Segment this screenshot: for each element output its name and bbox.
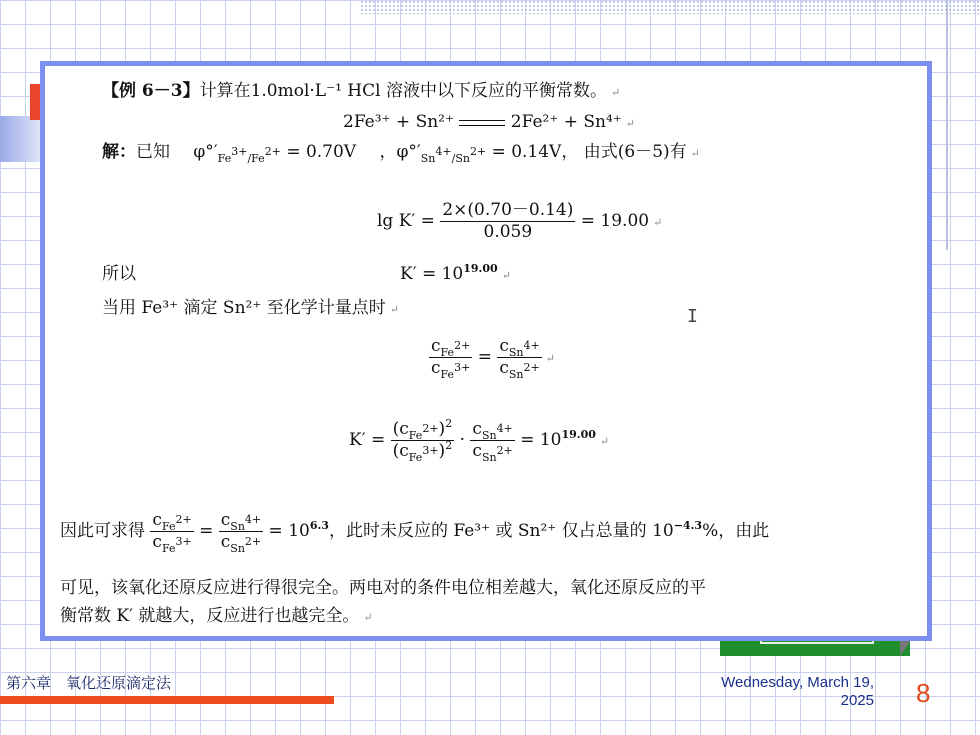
k-expression: K′ = $\frac{(c_{Fe^{2+}})^2}{(c_{Fe^{3+}})^2}$ · $\frac{c_{Sn^{4+}}}{c_{Sn^{2+}}}$ = $10^{19.00}↵$: [349, 417, 610, 464]
titration-line: 当用 Fe³⁺ 滴定 Sn²⁺ 至化学计量点时 ↵: [102, 298, 399, 318]
equilibrium-arrow-icon: [459, 117, 505, 129]
example-title-line: 【例 6－3】计算在1.0mol·L⁻¹ HCl 溶液中以下反应的平衡常数。 ↵: [102, 81, 621, 101]
page-number: 8: [916, 678, 931, 708]
decorative-left-accent: [0, 116, 44, 162]
decorative-vertical-line: [946, 0, 948, 250]
lgk-fraction: $\frac{2\times(0.70-0.14)}{0.059}$: [442, 200, 574, 242]
final-paragraph-line1: 可见，该氧化还原反应进行得很完全。两电对的条件电位相差越大，氧化还原反应的平: [60, 578, 706, 598]
phi2-value: = 0.14V，: [491, 142, 579, 162]
footer-accent-bar: [0, 696, 334, 704]
decorative-dot-band: [360, 0, 980, 14]
text-cursor-icon: I: [687, 306, 698, 327]
solution-label: 解：: [102, 142, 136, 162]
reaction-equation: 2Fe³⁺ + Sn²⁺ 2Fe²⁺ + Sn⁴⁺ ↵: [343, 112, 635, 132]
lgk-equation: lg K′ = $\frac{2\times(0.70-0.14)}{0.059}$ = 19.00 ↵: [377, 200, 663, 242]
conclusion-line: 因此可求得 $\frac{c_{Fe^{2+}}}{c_{Fe^{3+}}}$ = $\frac{c_{Sn^{4+}}}{c_{Sn^{2+}}}$ = $10^{6.3}$，此时未反应的 Fe³⁺ 或 Sn²⁺ 仅占总量的 $10^{-4.3}\%$，由此: [60, 510, 770, 555]
example-intro: 计算在1.0mol·L⁻¹ HCl 溶液中以下反应的平衡常数。: [199, 81, 607, 101]
final-paragraph-line2: 衡常数 K′ 就越大，反应进行也越完全。 ↵: [60, 606, 373, 626]
phi1-value: = 0.70V: [286, 142, 357, 162]
ratio-equation: $\frac{c_{Fe^{2+}}}{c_{Fe^{3+}}}$ = $\frac{c_{Sn^{4+}}}{c_{Sn^{2+}}}$ ↵: [431, 336, 555, 381]
slide-date: Wednesday, March 19, 2025: [721, 674, 874, 709]
example-heading: 【例 6－3】: [102, 81, 200, 101]
known-potentials-line: 解：已知 $\varphi^\circ'_{Fe^{3+}/Fe^{2+}} = 0.70V$ ，$\varphi^\circ'_{Sn^{4+}/Sn^{2+}} = 0.14V$， 由式(6－5)有 ↵: [102, 142, 700, 165]
k-result: $K' = 10^{19.00}↵$: [400, 262, 511, 284]
chapter-title: 第六章 氧化还原滴定法: [6, 674, 172, 692]
therefore-label: 所以: [102, 264, 136, 284]
example-content-card: [40, 61, 932, 641]
